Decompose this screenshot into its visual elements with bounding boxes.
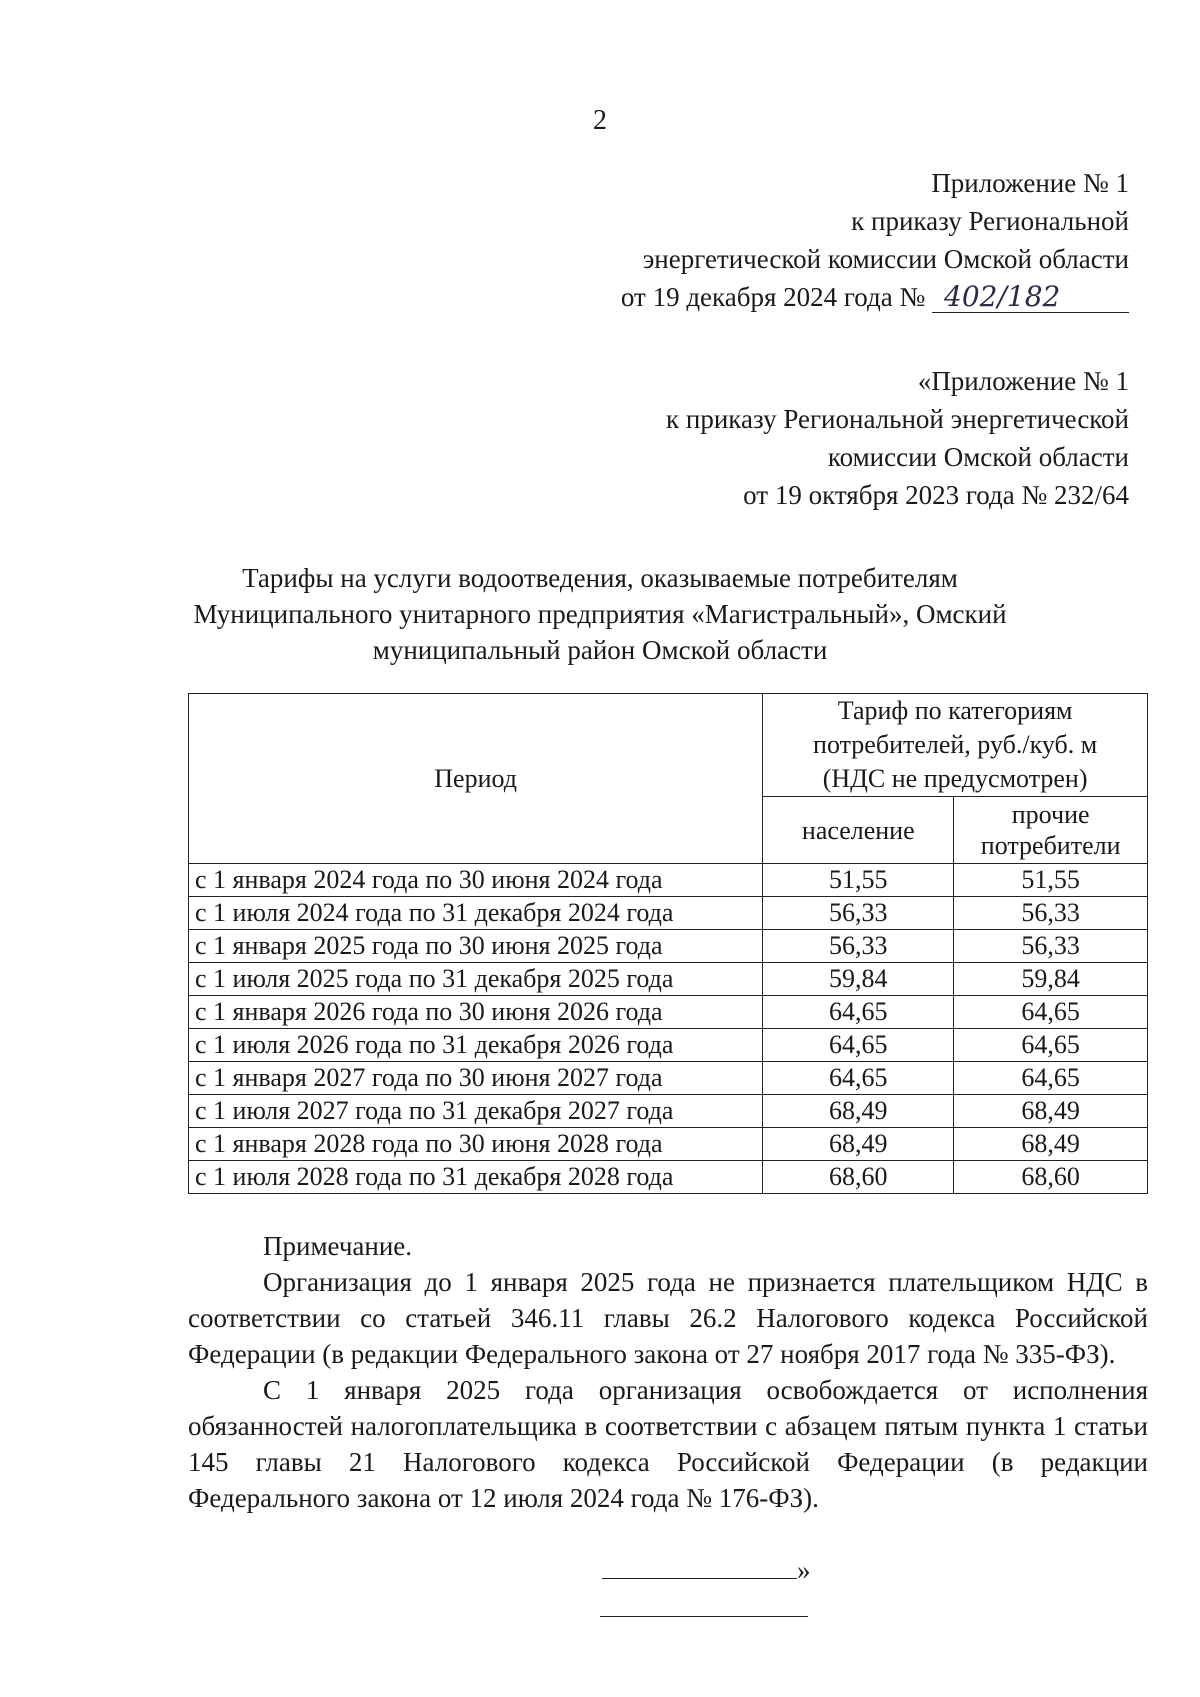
note-paragraph: С 1 января 2025 года организация освобождается от исполнения обязанностей налогоплательщика в соответствии с абзацем пятым пункта 1 статьи 145 главы 21 Налогового кодекса Российской Федерации (в редакции Федерального закона от 12 июля 2024 года № 176-ФЗ). bbox=[188, 1375, 1148, 1513]
population-tariff-cell: 64,65 bbox=[763, 1029, 954, 1062]
quoted-annex-line: комиссии Омской области bbox=[827, 442, 1129, 472]
other-tariff-cell: 64,65 bbox=[954, 996, 1148, 1029]
closing-mark bbox=[602, 1555, 811, 1585]
table-row bbox=[189, 1095, 1148, 1128]
tariff-header-line: (НДС не предусмотрен) bbox=[822, 764, 1088, 793]
period-cell: с 1 июля 2024 года по 31 декабря 2024 года bbox=[189, 897, 763, 930]
other-tariff-cell: 64,65 bbox=[954, 1062, 1148, 1095]
note-heading: Примечание. bbox=[263, 1231, 413, 1261]
annex-header-line: к приказу Региональной bbox=[851, 206, 1129, 236]
population-tariff-cell: 59,84 bbox=[763, 963, 954, 996]
note-section bbox=[188, 1228, 1148, 1516]
bottom-separator-line bbox=[600, 1616, 808, 1617]
other-header-line: прочие bbox=[1011, 800, 1090, 829]
table-row bbox=[189, 963, 1148, 996]
document-title bbox=[0, 560, 1200, 668]
tariff-header-line: Тариф по категориям bbox=[837, 696, 1073, 725]
table-row bbox=[189, 864, 1148, 897]
page-number: 2 bbox=[593, 105, 607, 136]
population-tariff-cell: 56,33 bbox=[763, 897, 954, 930]
period-cell: с 1 июля 2025 года по 31 декабря 2025 года bbox=[189, 963, 763, 996]
tariff-table bbox=[188, 693, 1148, 1194]
annex-header-line: энергетической комиссии Омской области bbox=[642, 244, 1129, 274]
population-tariff-cell: 68,60 bbox=[763, 1161, 954, 1194]
table-row bbox=[189, 1029, 1148, 1062]
period-cell: с 1 января 2026 года по 30 июня 2026 года bbox=[189, 996, 763, 1029]
population-tariff-cell: 64,65 bbox=[763, 996, 954, 1029]
other-tariff-cell: 68,60 bbox=[954, 1161, 1148, 1194]
other-tariff-cell: 68,49 bbox=[954, 1128, 1148, 1161]
period-header: Период bbox=[189, 694, 763, 864]
quoted-annex-line: «Приложение № 1 bbox=[917, 366, 1129, 396]
annex-header bbox=[621, 164, 1129, 316]
population-tariff-cell: 68,49 bbox=[763, 1095, 954, 1128]
tariff-header bbox=[763, 694, 1148, 797]
population-tariff-cell: 64,65 bbox=[763, 1062, 954, 1095]
handwritten-order-number: 402/182 bbox=[932, 282, 1129, 313]
other-consumers-header bbox=[954, 797, 1148, 864]
table-row bbox=[189, 1161, 1148, 1194]
table-row bbox=[189, 930, 1148, 963]
annex-header-line: Приложение № 1 bbox=[931, 168, 1129, 198]
table-row bbox=[189, 1128, 1148, 1161]
other-tariff-cell: 59,84 bbox=[954, 963, 1148, 996]
quoted-annex-line: от 19 октября 2023 года № 232/64 bbox=[743, 480, 1129, 510]
closing-underline bbox=[602, 1556, 797, 1579]
period-cell: с 1 июля 2028 года по 31 декабря 2028 года bbox=[189, 1161, 763, 1194]
population-tariff-cell: 68,49 bbox=[763, 1128, 954, 1161]
period-cell: с 1 января 2027 года по 30 июня 2027 года bbox=[189, 1062, 763, 1095]
quoted-annex-line: к приказу Региональной энергетической bbox=[666, 404, 1129, 434]
note-paragraph: Организация до 1 января 2025 года не признается плательщиком НДС в соответствии со статьей 346.11 главы 26.2 Налогового кодекса Российской Федерации (в редакции Федерального закона от 27 ноября 2017 года № 335-ФЗ). bbox=[188, 1267, 1148, 1369]
table-row bbox=[189, 996, 1148, 1029]
other-tariff-cell: 51,55 bbox=[954, 864, 1148, 897]
tariff-header-line: потребителей, руб./куб. м bbox=[813, 730, 1098, 759]
closing-quote: » bbox=[797, 1555, 811, 1585]
period-cell: с 1 января 2028 года по 30 июня 2028 года bbox=[189, 1128, 763, 1161]
title-line: Тарифы на услуги водоотведения, оказываемые потребителям bbox=[242, 563, 958, 593]
period-cell: с 1 января 2025 года по 30 июня 2025 года bbox=[189, 930, 763, 963]
population-tariff-cell: 51,55 bbox=[763, 864, 954, 897]
period-cell: с 1 января 2024 года по 30 июня 2024 года bbox=[189, 864, 763, 897]
other-tariff-cell: 68,49 bbox=[954, 1095, 1148, 1128]
table-row bbox=[189, 897, 1148, 930]
other-tariff-cell: 56,33 bbox=[954, 897, 1148, 930]
other-tariff-cell: 64,65 bbox=[954, 1029, 1148, 1062]
period-cell: с 1 июля 2027 года по 31 декабря 2027 года bbox=[189, 1095, 763, 1128]
other-tariff-cell: 56,33 bbox=[954, 930, 1148, 963]
population-tariff-cell: 56,33 bbox=[763, 930, 954, 963]
annex-header-date: от 19 декабря 2024 года № bbox=[620, 282, 926, 312]
annex-header-date-line bbox=[621, 278, 1129, 316]
table-row bbox=[189, 1062, 1148, 1095]
title-line: муниципальный район Омской области bbox=[372, 635, 828, 665]
title-line: Муниципального унитарного предприятия «Магистральный», Омский bbox=[193, 599, 1007, 629]
population-header: население bbox=[763, 797, 954, 864]
period-cell: с 1 июля 2026 года по 31 декабря 2026 года bbox=[189, 1029, 763, 1062]
other-header-line: потребители bbox=[980, 831, 1121, 860]
quoted-annex-header bbox=[666, 362, 1129, 514]
